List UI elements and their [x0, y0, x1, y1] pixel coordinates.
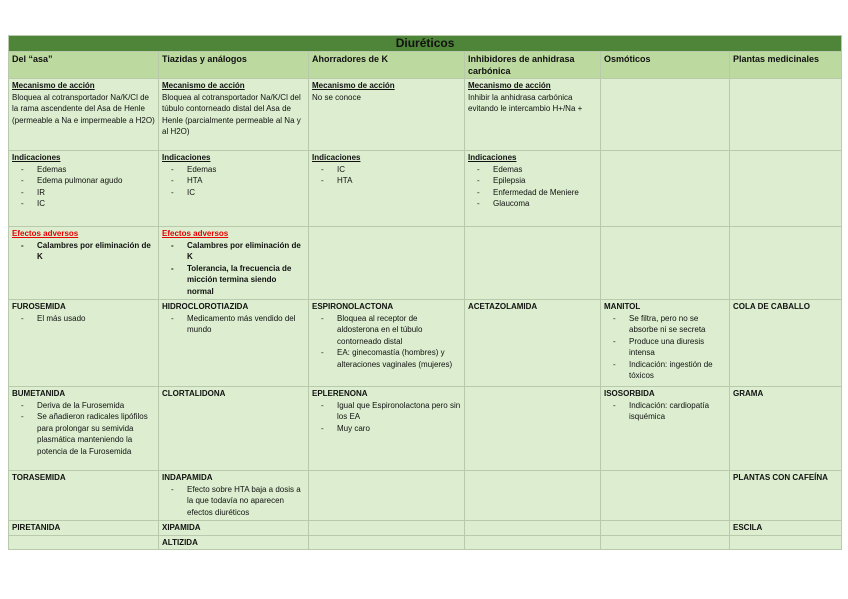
drug-cell: [730, 521, 842, 536]
drug-cell: [309, 387, 465, 471]
drug-name: TORASEMIDA: [12, 473, 66, 482]
mechanism-ahorradores: [309, 79, 465, 151]
drug-cell: [601, 521, 730, 536]
drug-cell: [465, 535, 601, 550]
list-item: - Bloquea al receptor de aldosterona en el túbulo contorneado distal: [337, 313, 461, 348]
list-item: - HTA: [337, 175, 461, 187]
drug-cell: [9, 535, 159, 550]
drug-cell: [309, 300, 465, 387]
list-item: - EA: ginecomastía (hombres) y alteraciones vaginales (mujeres): [337, 347, 461, 370]
drug-cell: [730, 387, 842, 471]
drug-name: GRAMA: [733, 389, 764, 398]
indications-list: [312, 164, 461, 187]
indications-tiazidas: [159, 151, 309, 227]
mechanism-label: Mecanismo de acción: [162, 81, 245, 90]
list-item: - Epilepsia: [493, 175, 597, 187]
indications-plantas: [730, 151, 842, 227]
drug-row-3: [9, 471, 842, 521]
mechanism-label: Mecanismo de acción: [312, 81, 395, 90]
header-ahorradores: Ahorradores de K: [309, 52, 465, 79]
list-item: - Se filtra, pero no se absorbe ni se secreta: [629, 313, 726, 336]
header-osmoticos: Osmóticos: [601, 52, 730, 79]
drug-name: ESCILA: [733, 523, 763, 532]
adverse-label: Efectos adversos: [12, 229, 79, 238]
drug-name: BUMETANIDA: [12, 389, 66, 398]
drug-cell: [309, 535, 465, 550]
drug-name: ISOSORBIDA: [604, 389, 655, 398]
drug-name: INDAPAMIDA: [162, 473, 213, 482]
drug-cell: [730, 535, 842, 550]
drug-name: XIPAMIDA: [162, 523, 201, 532]
drug-cell: [601, 535, 730, 550]
list-item: - El más usado: [37, 313, 155, 325]
mechanism-asa: [9, 79, 159, 151]
drug-notes: [12, 313, 155, 325]
drug-name: COLA DE CABALLO: [733, 302, 811, 311]
drug-row-4: [9, 521, 842, 536]
list-item: - Edemas: [493, 164, 597, 176]
drug-cell: [9, 471, 159, 521]
adverse-asa: [9, 227, 159, 300]
header-inhibidores: Inhibidores de anhidrasa carbónica: [465, 52, 601, 79]
list-item: - Tolerancia, la frecuencia de micción termina siendo normal: [187, 263, 305, 298]
table-title: Diuréticos: [9, 36, 842, 52]
adverse-tiazidas: [159, 227, 309, 300]
mechanism-text: Inhibir la anhidrasa carbónica evitando le intercambio H+/Na +: [468, 92, 583, 113]
list-item: - Glaucoma: [493, 198, 597, 210]
drug-row-2: [9, 387, 842, 471]
indications-ahorradores: [309, 151, 465, 227]
mechanism-tiazidas: [159, 79, 309, 151]
drug-cell: [9, 521, 159, 536]
drug-row-1: [9, 300, 842, 387]
drug-name: HIDROCLOROTIAZIDA: [162, 302, 249, 311]
mechanism-inhibidores: [465, 79, 601, 151]
drug-cell: [9, 387, 159, 471]
list-item: - IC: [337, 164, 461, 176]
list-item: - IC: [37, 198, 155, 210]
list-item: - Efecto sobre HTA baja a dosis a la que todavía no aparecen efectos diuréticos: [187, 484, 305, 519]
drug-cell: [730, 300, 842, 387]
adverse-ahorradores: [309, 227, 465, 300]
drug-name: CLORTALIDONA: [162, 389, 226, 398]
mechanism-text: Bloquea al cotransportador Na/K/Cl del túbulo contorneado distal del Asa de Henle (parcialmente permeable al Na y al H2O): [162, 92, 301, 136]
header-tiazidas: Tiazidas y análogos: [159, 52, 309, 79]
indications-osmoticos: [601, 151, 730, 227]
drug-cell: [159, 387, 309, 471]
list-item: - Indicación: ingestión de tóxicos: [629, 359, 726, 382]
drug-notes: [604, 313, 726, 382]
mechanism-row: [9, 79, 842, 151]
header-row: [9, 52, 842, 79]
drug-name: PIRETANIDA: [12, 523, 61, 532]
drug-name: ESPIRONOLACTONA: [312, 302, 394, 311]
drug-cell: [465, 387, 601, 471]
list-item: - Calambres por eliminación de K: [187, 240, 305, 263]
indications-row: [9, 151, 842, 227]
drug-name: FUROSEMIDA: [12, 302, 66, 311]
indications-list: [468, 164, 597, 210]
header-asa: Del “asa”: [9, 52, 159, 79]
mechanism-plantas: [730, 79, 842, 151]
mechanism-label: Mecanismo de acción: [468, 81, 551, 90]
list-item: - Edema pulmonar agudo: [37, 175, 155, 187]
adverse-inhibidores: [465, 227, 601, 300]
drug-cell: [465, 471, 601, 521]
drug-notes: [12, 400, 155, 458]
header-plantas: Plantas medicinales: [730, 52, 842, 79]
drug-cell: [159, 521, 309, 536]
drug-cell: [465, 521, 601, 536]
drug-cell: [159, 300, 309, 387]
list-item: - Igual que Espironolactona pero sin los EA: [337, 400, 461, 423]
drug-name: EPLERENONA: [312, 389, 368, 398]
drug-row-5: [9, 535, 842, 550]
indications-label: Indicaciones: [12, 153, 61, 162]
indications-label: Indicaciones: [468, 153, 517, 162]
drug-name: PLANTAS CON CAFEÍNA: [733, 473, 828, 482]
indications-label: Indicaciones: [312, 153, 361, 162]
list-item: - Edemas: [37, 164, 155, 176]
drug-notes: [312, 313, 461, 371]
adverse-plantas: [730, 227, 842, 300]
drug-notes: [604, 400, 726, 423]
mechanism-label: Mecanismo de acción: [12, 81, 95, 90]
drug-cell: [601, 387, 730, 471]
indications-asa: [9, 151, 159, 227]
drug-cell: [9, 300, 159, 387]
list-item: - Se añadieron radicales lipófilos para prolongar su semivida plasmática manteniendo la potencia de la Furosemida: [37, 411, 155, 457]
title-row: [9, 36, 842, 52]
drug-cell: [601, 300, 730, 387]
indications-inhibidores: [465, 151, 601, 227]
list-item: - HTA: [187, 175, 305, 187]
drug-cell: [601, 471, 730, 521]
list-item: - Enfermedad de Meniere: [493, 187, 597, 199]
list-item: - Edemas: [187, 164, 305, 176]
diuretics-table: [8, 35, 842, 550]
drug-cell: [159, 471, 309, 521]
drug-notes: [162, 484, 305, 519]
drug-cell: [309, 471, 465, 521]
adverse-row: [9, 227, 842, 300]
drug-cell: [730, 471, 842, 521]
drug-notes: [312, 400, 461, 435]
mechanism-text: No se conoce: [312, 92, 361, 102]
list-item: - Deriva de la Furosemida: [37, 400, 155, 412]
list-item: - Medicamento más vendido del mundo: [187, 313, 305, 336]
indications-list: [12, 164, 155, 210]
adverse-list: [12, 240, 155, 263]
list-item: - Produce una diuresis intensa: [629, 336, 726, 359]
list-item: - Muy caro: [337, 423, 461, 435]
drug-cell: [159, 535, 309, 550]
drug-name: MANITOL: [604, 302, 641, 311]
drug-cell: [465, 300, 601, 387]
indications-list: [162, 164, 305, 199]
drug-name: ALTIZIDA: [162, 537, 198, 547]
list-item: - Calambres por eliminación de K: [37, 240, 155, 263]
list-item: - Indicación: cardiopatía isquémica: [629, 400, 726, 423]
drug-name: ACETAZOLAMIDA: [468, 302, 538, 311]
drug-notes: [162, 313, 305, 336]
indications-label: Indicaciones: [162, 153, 211, 162]
list-item: - IC: [187, 187, 305, 199]
list-item: - IR: [37, 187, 155, 199]
mechanism-text: Bloquea al cotransportador Na/K/Cl de la rama ascendente del Asa de Henle (permeable a Na e impermeable a H2O): [12, 92, 155, 125]
adverse-osmoticos: [601, 227, 730, 300]
adverse-list: [162, 240, 305, 298]
mechanism-osmoticos: [601, 79, 730, 151]
drug-cell: [309, 521, 465, 536]
adverse-label: Efectos adversos: [162, 229, 229, 238]
